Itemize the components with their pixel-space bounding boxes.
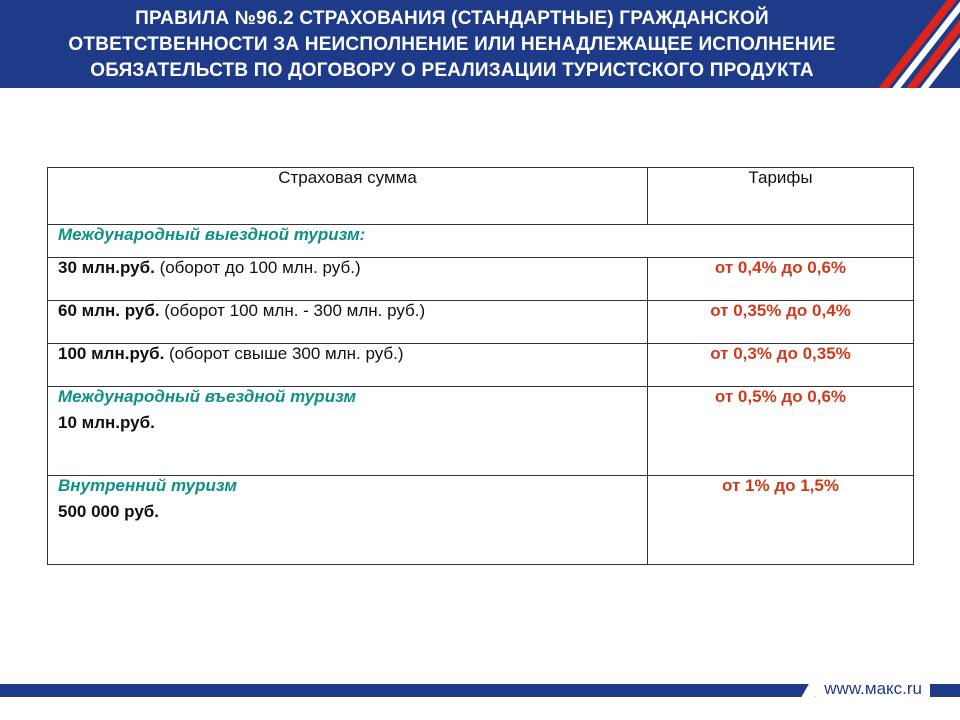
- sum-cell: 60 млн. руб. (оборот 100 млн. - 300 млн. руб.): [48, 301, 648, 344]
- table-header-row: [48, 168, 914, 225]
- rate-cell: от 0,5% до 0,6%: [648, 387, 914, 476]
- section-row: [48, 225, 914, 258]
- footer-url: www.макс.ru: [816, 676, 930, 702]
- title-line: ОБЯЗАТЕЛЬСТВ ПО ДОГОВОРУ О РЕАЛИЗАЦИИ ТУРИСТСКОГО ПРОДУКТА: [90, 60, 814, 81]
- header-banner: [0, 0, 960, 88]
- title-line: ПРАВИЛА №96.2 СТРАХОВАНИЯ (СТАНДАРТНЫЕ) ГРАЖДАНСКОЙ: [135, 8, 769, 29]
- title-line: ОТВЕТСТВЕННОСТИ ЗА НЕИСПОЛНЕНИЕ ИЛИ НЕНАДЛЕЖАЩЕЕ ИСПОЛНЕНИЕ: [68, 34, 836, 55]
- rate-cell: от 0,3% до 0,35%: [648, 344, 914, 387]
- section-label-inbound: Международный въездной туризм: [58, 387, 357, 406]
- table-row: [48, 344, 914, 387]
- section-label-outbound: Международный выездной туризм:: [48, 225, 914, 258]
- column-header-rate: Тарифы: [648, 168, 914, 225]
- section-label-domestic: Внутренний туризм: [58, 476, 237, 495]
- rate-cell: от 0,4% до 0,6%: [648, 258, 914, 301]
- rate-cell: от 0,35% до 0,4%: [648, 301, 914, 344]
- sum-cell: 100 млн.руб. (оборот свыше 300 млн. руб.): [48, 344, 648, 387]
- rate-cell: от 1% до 1,5%: [648, 476, 914, 565]
- sum-cell-inbound: [48, 387, 648, 476]
- table-row: [48, 387, 914, 476]
- column-header-sum: Страховая сумма: [48, 168, 648, 225]
- inbound-amount: 10 млн.руб.: [58, 413, 155, 432]
- tariff-table: [47, 167, 914, 565]
- table-row: [48, 301, 914, 344]
- sum-cell-domestic: [48, 476, 648, 565]
- table-row: [48, 258, 914, 301]
- page-title: [12, 6, 892, 84]
- table-row: [48, 476, 914, 565]
- sum-cell: 30 млн.руб. (оборот до 100 млн. руб.): [48, 258, 648, 301]
- domestic-amount: 500 000 руб.: [58, 502, 160, 521]
